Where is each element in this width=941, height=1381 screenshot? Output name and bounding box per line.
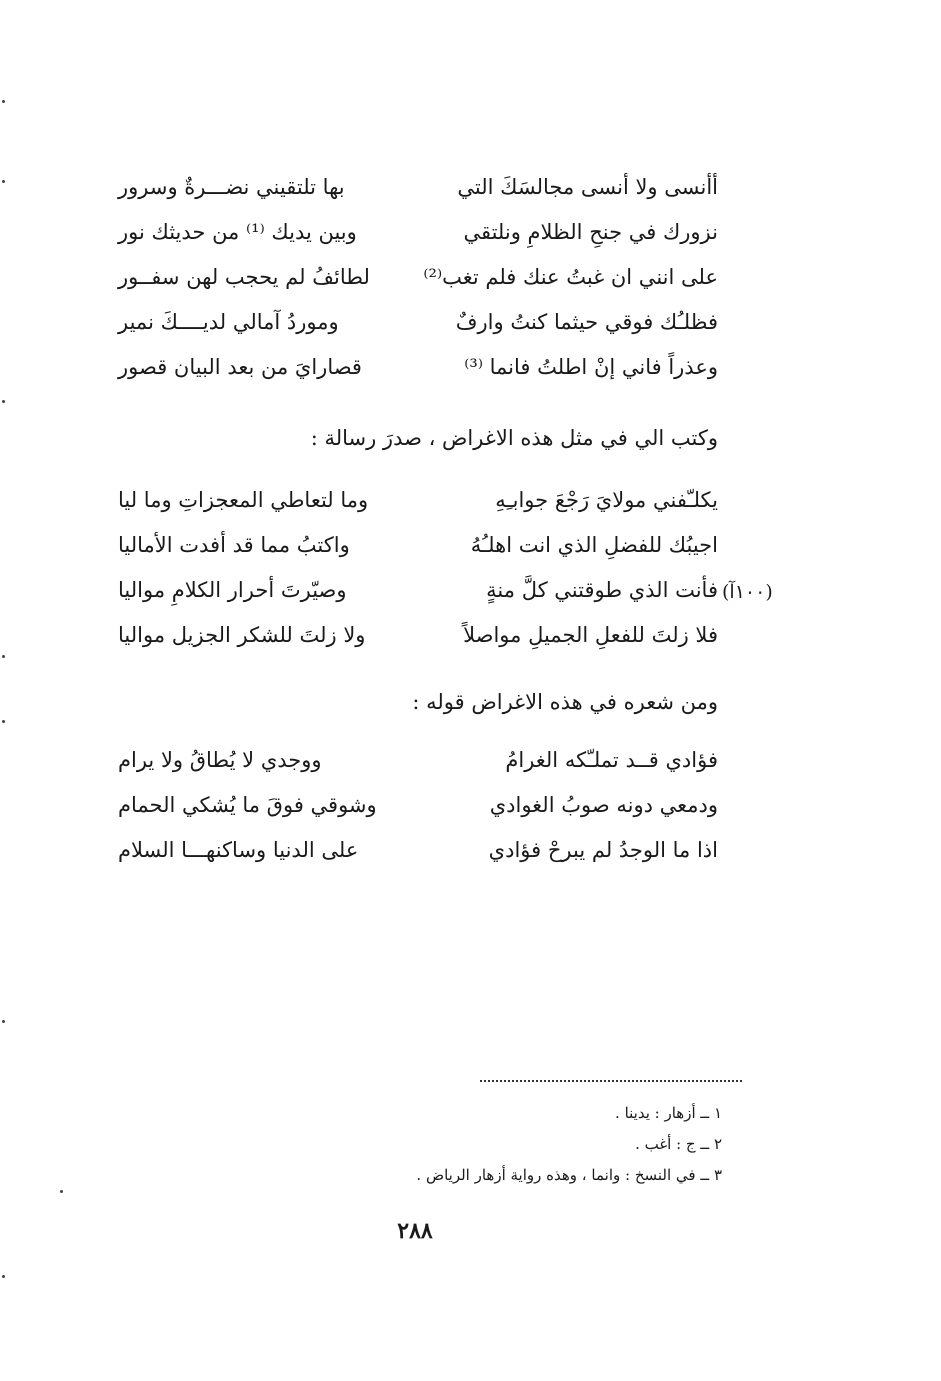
- verse-first-hemistich: فؤادي قــد تملـّكه الغرامُ: [505, 748, 718, 772]
- verse-second-hemistich: ولا زلتَ للشكر الجزيل مواليا: [118, 623, 366, 647]
- scan-dot: [2, 1020, 5, 1023]
- verse-line: [118, 210, 718, 255]
- verse-line: [118, 783, 718, 828]
- poem-3: [118, 738, 718, 873]
- verse-line: [118, 738, 718, 783]
- verse-first-hemistich: فظلـُك فوقي حيثما كنتُ وارفٌ: [455, 310, 718, 334]
- verse-line: [118, 345, 718, 390]
- verse-first-hemistich: يكلـّفني مولايَ رَجْعَ جوابـِهِ: [495, 488, 718, 512]
- verse-first-hemistich: نزورك في جنحِ الظلامِ ونلتقي: [463, 220, 718, 244]
- scan-dot: [2, 400, 5, 403]
- verse-line: [118, 613, 718, 658]
- verse-second-hemistich: واكتبُ مما قد أفدت الأماليا: [118, 533, 350, 557]
- verse-line: [118, 300, 718, 345]
- verse-first-hemistich: فلا زلتَ للفعلِ الجميلِ مواصلاً: [463, 623, 718, 647]
- footnotes: [300, 1098, 722, 1191]
- verse-second-hemistich: وصيّرتَ أحرار الكلامِ مواليا: [118, 578, 347, 602]
- footnote: ٢ ــ ج : أغب .: [635, 1135, 722, 1153]
- verse-line: [118, 255, 718, 300]
- verse-second-hemistich: على الدنيا وساكنهـــا السلام: [118, 838, 359, 862]
- verse-first-hemistich: اذا ما الوجدُ لم يبرحْ فؤادي: [488, 838, 718, 862]
- verse-second-hemistich: وشوقي فوقَ ما يُشكي الحمام: [118, 793, 377, 817]
- verse-line: [118, 165, 718, 210]
- verse-second-hemistich: قصارايَ من بعد البيان قصور: [118, 355, 362, 379]
- scan-dot: [2, 1275, 5, 1278]
- verse-line: [118, 523, 718, 568]
- scan-dot: [2, 720, 5, 723]
- verse-line: [118, 568, 718, 613]
- verse-first-hemistich: ودمعي دونه صوبُ الغوادي: [489, 793, 718, 817]
- scan-dot: [60, 1190, 63, 1193]
- manuscript-folio-marker: (١٠٠آ): [722, 581, 773, 603]
- footnote: ١ ــ أزهار : يدينا .: [615, 1104, 722, 1122]
- verse-line: [118, 478, 718, 523]
- footnote: ٣ ــ في النسخ : وانما ، وهذه رواية أزهار الرياض .: [416, 1166, 722, 1184]
- scan-dot: [2, 655, 5, 658]
- poem-1: [118, 165, 718, 390]
- verse-first-hemistich: وعذراً فاني إنْ اطلتُ فانما ⁽³⁾: [464, 355, 718, 379]
- scan-dot: [2, 180, 5, 183]
- verse-second-hemistich: لطائفُ لم يحجب لهن سفــور: [118, 265, 370, 289]
- poem-2: [118, 478, 718, 658]
- prose-intro-poem: ومن شعره في هذه الاغراض قوله :: [412, 690, 718, 714]
- verse-first-hemistich: على انني ان غبتُ عنك فلم تغب⁽²⁾: [423, 265, 718, 289]
- verse-second-hemistich: وما لتعاطي المعجزاتِ وما ليا: [118, 488, 369, 512]
- verse-first-hemistich: أأنسى ولا أنسى مجالسَكَ التي: [457, 175, 718, 199]
- verse-line: [118, 828, 718, 873]
- verse-second-hemistich: ووجدي لا يُطاقُ ولا يرام: [118, 748, 322, 772]
- verse-second-hemistich: بها تلتقيني نضـــرةٌ وسرور: [118, 175, 345, 199]
- verse-second-hemistich: وبين يديك ⁽¹⁾ من حديثك نور: [118, 220, 357, 244]
- verse-first-hemistich: فأنت الذي طوقتني كلَّ منةٍ: [486, 578, 718, 602]
- prose-intro-letter: وكتب الي في مثل هذه الاغراض ، صدرَ رسالة :: [310, 426, 718, 450]
- verse-first-hemistich: اجيبُك للفضلِ الذي انت اهلـُهُ: [470, 533, 718, 557]
- scan-dot: [2, 100, 5, 103]
- page-number: ٢٨٨: [397, 1218, 433, 1244]
- footnote-divider: [480, 1080, 742, 1082]
- verse-second-hemistich: وموردُ آمالي لديــــكَ نمير: [118, 310, 339, 334]
